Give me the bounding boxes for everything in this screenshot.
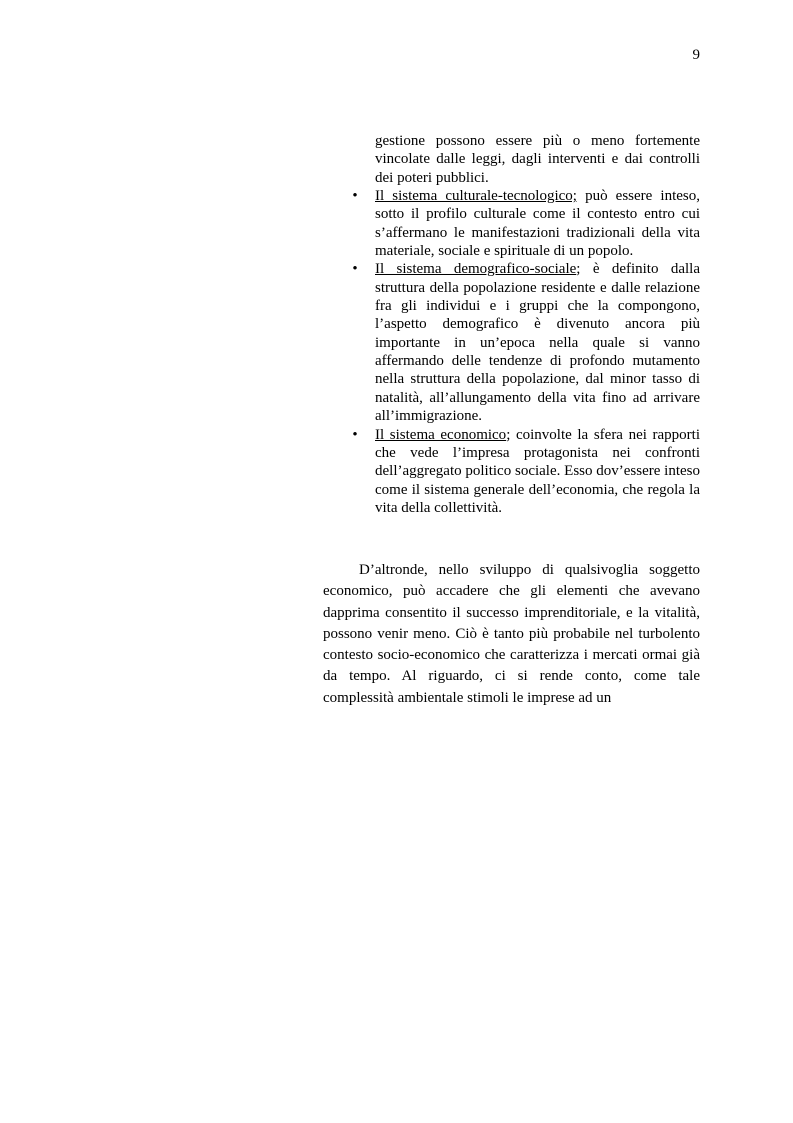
list-item-economic	[344, 426, 700, 518]
list-item-term: Il sistema economico	[375, 426, 507, 443]
list-item-text: ; coinvolte la sfera nei rapporti che vede l’impresa protagonista nei confronti dell’aggregato politico sociale. Esso dov’essere inteso come il sistema generale dell’economia, che regola la vita della collettività.	[375, 426, 700, 516]
list-item-text: può essere inteso, sotto il profilo culturale come il contesto entro cui s’affermano le manifestazioni tradizionali della vita materiale, sociale e spirituale di un popolo.	[375, 188, 700, 260]
list-item-demographic-social	[344, 260, 700, 425]
list-continuation-text: gestione possono essere più o meno fortemente vincolate dalle leggi, dagli interventi e dai controlli dei poteri pubblici.	[375, 133, 700, 186]
list-item-cultural-technological	[344, 187, 700, 260]
list-item-term: Il sistema culturale-tecnologico;	[375, 188, 577, 205]
page-number: 9	[692, 47, 700, 63]
list-item-term: Il sistema demografico-sociale	[375, 261, 577, 278]
bullet-list	[344, 132, 700, 517]
bullet-icon: •	[352, 261, 358, 278]
bullet-icon: •	[352, 188, 358, 205]
body-paragraph: D’altronde, nello sviluppo di qualsivoglia soggetto economico, può accadere che gli elementi che avevano dapprima consentito il successo imprenditoriale, e la vitalità, possono venir meno. Ciò è tanto più probabile nel turbolento contesto socio-economico che caratterizza i mercati ormai già da tempo. Al riguardo, ci si rende conto, come tale complessità ambientale stimoli le imprese ad un	[323, 562, 700, 706]
list-item-text: ; è definito dalla struttura della popolazione residente e dalle relazione fra gli individui e i gruppi che la compongono, l’aspetto demografico è divenuto ancora più importante in un’epoca nella quale si vanno affermando delle tendenze di profondo mutamento nella struttura della popolazione, dal minor tasso di natalità, all’allungamento della vita fino ad arrivare all’immigrazione.	[375, 261, 700, 425]
bullet-icon: •	[352, 426, 358, 443]
